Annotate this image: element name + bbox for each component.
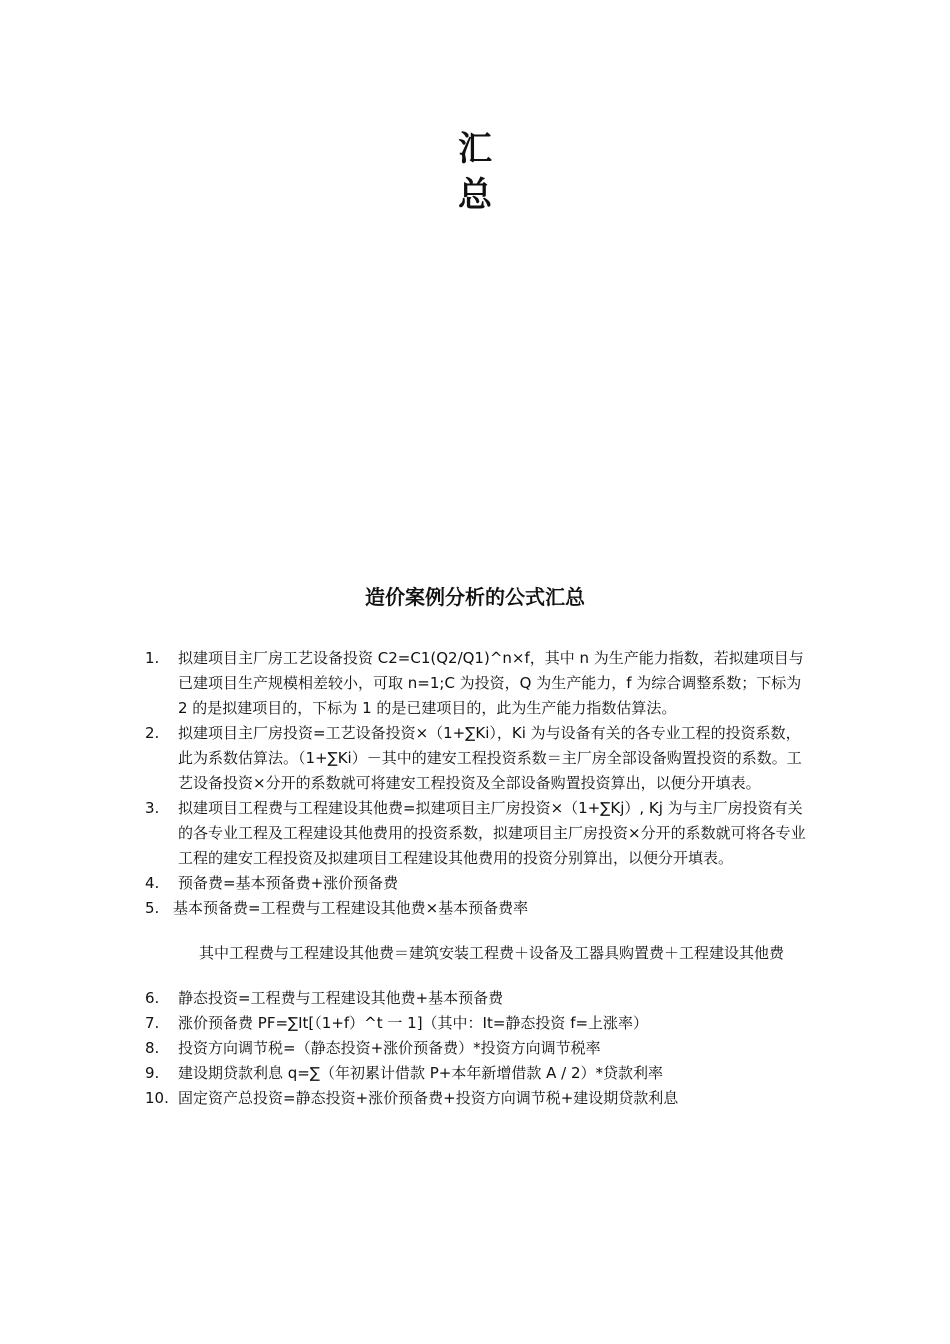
formula-text: 拟建项目工程费与工程建设其他费=拟建项目主厂房投资×（1+∑Kj）, Kj 为与主厂房投资有关的各专业工程及工程建设其他费用的投资系数，拟建项目主厂房投资×分开的系数就可将各专业工程的建安工程投资及拟建项目工程建设其他费用的投资分别算出，以便分开填表。	[178, 799, 806, 867]
formula-item	[145, 1036, 810, 1061]
formula-item	[145, 1086, 810, 1111]
formula-number: 6.	[145, 989, 160, 1007]
formula-item	[145, 986, 810, 1011]
formula-text: 基本预备费=工程费与工程建设其他费×基本预备费率	[173, 899, 529, 917]
formula-number: 5.	[145, 899, 160, 917]
formula-item	[145, 896, 810, 921]
formula-text: 投资方向调节税=（静态投资+涨价预备费）*投资方向调节税率	[178, 1039, 601, 1057]
cover-title-char: 汇	[458, 129, 492, 169]
formula-item	[145, 1061, 810, 1086]
cover-title-char: 总	[458, 175, 492, 215]
formula-item	[145, 646, 810, 721]
formula-item	[145, 721, 810, 796]
cover-title	[440, 126, 510, 218]
formula-text: 拟建项目主厂房工艺设备投资 C2=C1(Q2/Q1)^n×f，其中 n 为生产能力指数，若拟建项目与已建项目生产规模相差较小，可取 n=1;C 为投资，Q 为生产能力，f 为综合调整系数；下标为 2 的是拟建项目的，下标为 1 的是已建项目的，此为生产能力指数估算法。	[178, 649, 804, 717]
formula-text: 拟建项目主厂房投资=工艺设备投资×（1+∑Ki），Ki 为与设备有关的各专业工程的投资系数，此为系数估算法。（1+∑Ki）－其中的建安工程投资系数＝主厂房全部设备购置投资的系数。工艺设备投资×分开的系数就可将建安工程投资及全部设备购置投资算出，以便分开填表。	[178, 724, 802, 792]
formula-number: 8.	[145, 1039, 160, 1057]
formula-text: 静态投资=工程费与工程建设其他费+基本预备费	[178, 989, 504, 1007]
formula-text: 固定资产总投资=静态投资+涨价预备费+投资方向调节税+建设期贷款利息	[178, 1089, 679, 1107]
formula-list	[145, 646, 810, 1111]
formula-number: 1.	[145, 649, 160, 667]
formula-item	[145, 1011, 810, 1036]
formula-text: 涨价预备费 PF=∑It[（1+f）^t 一 1]（其中：It=静态投资 f=上涨率）	[178, 1014, 649, 1032]
formula-number: 2.	[145, 724, 160, 742]
formula-text: 建设期贷款利息 q=∑（年初累计借款 P+本年新增借款 A / 2）*贷款利率	[178, 1064, 664, 1082]
formula-text: 预备费=基本预备费+涨价预备费	[178, 874, 399, 892]
formula-number: 10.	[145, 1089, 169, 1107]
formula-number: 7.	[145, 1014, 160, 1032]
formula-note: 其中工程费与工程建设其他费＝建筑安装工程费＋设备及工器具购置费＋工程建设其他费	[198, 944, 784, 962]
formula-number: 3.	[145, 799, 160, 817]
formula-number: 4.	[145, 874, 160, 892]
formula-number: 9.	[145, 1064, 160, 1082]
section-title: 造价案例分析的公式汇总	[365, 585, 585, 609]
formula-item	[145, 796, 810, 871]
formula-item	[145, 871, 810, 896]
